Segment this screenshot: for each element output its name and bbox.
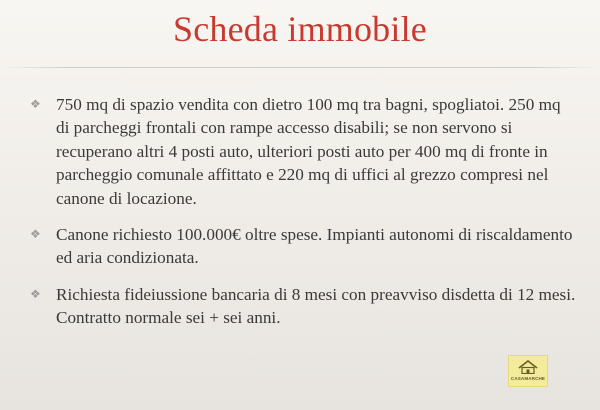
bullet-marker-icon: ❖ bbox=[30, 286, 41, 301]
bullet-marker-icon: ❖ bbox=[30, 227, 41, 242]
bullet-text: Richiesta fideiussione bancaria di 8 mesi con preavviso disdetta di 12 mesi. Contratto normale sei + sei anni. bbox=[56, 284, 576, 328]
bullet-text: Canone richiesto 100.000€ oltre spese. Impianti autonomi di riscaldamento ed aria condizionata. bbox=[56, 225, 573, 268]
casamarche-logo bbox=[508, 355, 548, 387]
bullet-item bbox=[30, 93, 578, 210]
logo-text: CASAMARCHE bbox=[510, 376, 546, 381]
bullet-text: 750 mq di spazio vendita con dietro 100 mq tra bagni, spogliatoi. 250 mq di parcheggi frontali con rampe accesso disabili; se non servono si recuperano altri 4 posti auto, ulteriori posti auto per 400 mq di fronte in parcheggio comunale affittato e 220 mq di uffici al grezzo compresi nel canone di locazione. bbox=[56, 95, 561, 208]
bullet-list bbox=[30, 93, 578, 343]
slide-title: Scheda immobile bbox=[173, 9, 427, 49]
bullet-item bbox=[30, 283, 578, 330]
bullet-item bbox=[30, 223, 578, 270]
bullet-marker-icon: ❖ bbox=[30, 97, 41, 111]
house-icon bbox=[518, 360, 538, 374]
title-divider bbox=[0, 67, 600, 68]
